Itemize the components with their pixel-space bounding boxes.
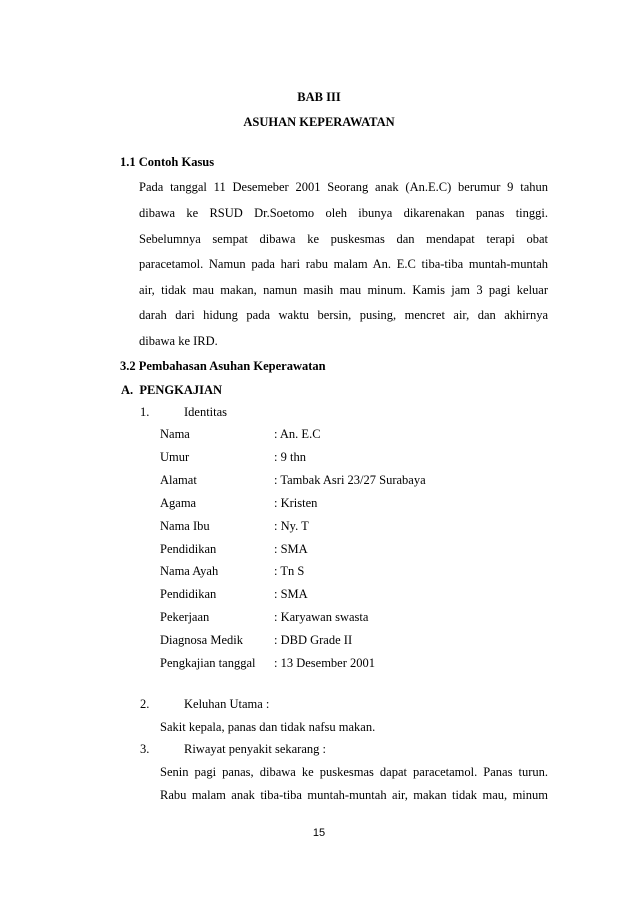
list-label-keluhan-utama: Keluhan Utama : (184, 697, 270, 711)
paragraph-line: air, tidak mau makan, namun masih mau minum. Kamis jam 3 pagi keluar (139, 283, 548, 297)
identity-value: : Kristen (274, 496, 318, 510)
identity-label: Umur (160, 450, 190, 464)
list-number: 2. (140, 697, 150, 711)
riwayat-line: Rabu malam anak tiba-tiba muntah-muntah air, makan tidak mau, minum (160, 788, 548, 802)
chapter-number: BAB III (297, 90, 341, 104)
paragraph-line: Pada tanggal 11 Desemeber 2001 Seorang anak (An.E.C) berumur 9 tahun (139, 180, 548, 194)
section-heading-pembahasan: 3.2 Pembahasan Asuhan Keperawatan (120, 359, 326, 373)
paragraph-line: darah dari hidung pada waktu bersin, pusing, mencret air, dan akhirnya (139, 308, 548, 322)
identity-label: Alamat (160, 473, 197, 487)
riwayat-line: Senin pagi panas, dibawa ke puskesmas dapat paracetamol. Panas turun. (160, 765, 548, 779)
list-number: 3. (140, 742, 150, 756)
identity-label: Pendidikan (160, 587, 217, 601)
identity-value: : Karyawan swasta (274, 610, 369, 624)
identity-label: Nama Ayah (160, 564, 219, 578)
paragraph-line: Sebelumnya sempat dibawa ke puskesmas dan mendapat terapi obat (139, 232, 548, 246)
identity-label: Pengkajian tanggal (160, 656, 256, 670)
paragraph-line: dibawa ke RSUD Dr.Soetomo oleh ibunya dikarenakan panas tinggi. (139, 206, 548, 220)
identity-value: : SMA (274, 542, 308, 556)
paragraph-line: dibawa ke IRD. (139, 334, 218, 348)
page-number: 15 (312, 827, 326, 839)
identity-value: : Tn S (274, 564, 305, 578)
identity-value: : SMA (274, 587, 308, 601)
identity-value: : Ny. T (274, 519, 309, 533)
keluhan-text: Sakit kepala, panas dan tidak nafsu makan. (160, 720, 376, 734)
identity-label: Pekerjaan (160, 610, 210, 624)
identity-label: Agama (160, 496, 197, 510)
identity-label: Pendidikan (160, 542, 217, 556)
identity-label: Nama (160, 427, 190, 441)
identity-label: Diagnosa Medik (160, 633, 243, 647)
list-label-riwayat: Riwayat penyakit sekarang : (184, 742, 326, 756)
identity-value: : DBD Grade II (274, 633, 353, 647)
identity-value: : An. E.C (274, 427, 321, 441)
list-number: 1. (140, 405, 150, 419)
section-heading-contoh-kasus: 1.1 Contoh Kasus (120, 155, 215, 169)
identity-value: : 9 thn (274, 450, 306, 464)
subheading-pengkajian: A. PENGKAJIAN (121, 383, 223, 397)
identity-value: : Tambak Asri 23/27 Surabaya (274, 473, 426, 487)
paragraph-line: paracetamol. Namun pada hari rabu malam An. E.C tiba-tiba muntah-muntah (139, 257, 548, 271)
identity-label: Nama Ibu (160, 519, 210, 533)
identity-value: : 13 Desember 2001 (274, 656, 376, 670)
chapter-title: ASUHAN KEPERAWATAN (243, 115, 395, 129)
list-label-identitas: Identitas (184, 405, 228, 419)
